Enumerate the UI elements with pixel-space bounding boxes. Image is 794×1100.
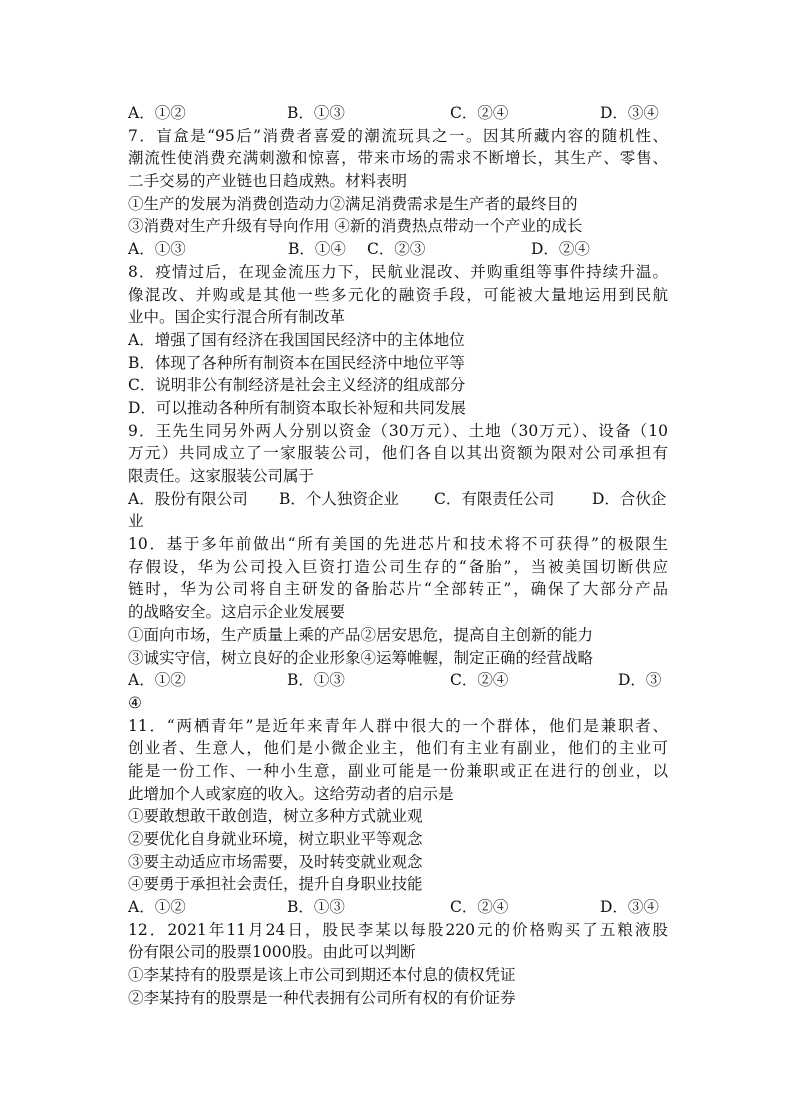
question-12 [128,919,668,1010]
question-8-stem-line: 像混改、并购或是其他一些多元化的融资手段，可能被大量地运用到民航 [128,285,668,304]
question-11-statement: ②要优化自身就业环境，树立职业平等观念 [128,830,423,848]
question-11-stem-line: 能是一份工作、一种小生意，副业可能是一份兼职或正在进行的创业，以 [128,761,668,780]
option-b[interactable]: B．①③ [287,104,345,122]
question-content [128,102,668,1010]
question-7-stem-line: 7．盲盒是“95后”消费者喜爱的潮流玩具之一。因其所藏内容的随机性、 [128,126,668,145]
option-d[interactable]: D．③④ [600,898,659,917]
option-a[interactable]: A．①② [128,671,186,690]
question-10 [128,533,668,715]
option-c[interactable]: C．②④ [450,671,509,690]
question-7 [128,125,668,261]
option-a[interactable]: A．股份有限公司 [128,489,248,508]
question-12-statement: ①李某持有的股票是该上市公司到期还本付息的债权凭证 [128,966,516,985]
question-11-stem-line: 11．“两栖青年”是近年来青年人群中很大的一个群体，他们是兼职者、 [128,716,668,735]
option-c[interactable]: C．说明非公有制经济是社会主义经济的组成部分 [128,376,466,395]
option-d[interactable]: D．③ [618,671,662,690]
question-12-stem-line: 份有限公司的股票1000股。由此可以判断 [128,943,416,962]
question-9-stem-line: 9．王先生同另外两人分别以资金（30万元）、土地（30万元）、设备（10 [128,421,668,440]
question-11-statement: ③要主动适应市场需要，及时转变就业观念 [128,852,423,871]
question-10-stem-line: 链时，华为公司将自主研发的备胎芯片“全部转正”，确保了大部分产品 [128,580,668,599]
question-10-stem-line: 存假设，华为公司投入巨资打造公司生存的“备胎”，当被美国切断供应 [128,557,668,576]
option-b[interactable]: B．个人独资企业 [279,489,399,508]
question-8 [128,261,668,420]
question-7-statement: ③消费对生产升级有导向作用 ④新的消费热点带动一个产业的成长 [128,217,583,236]
option-d[interactable]: D．③④ [600,104,659,122]
question-8-stem-line: 8．疫情过后，在现金流压力下，民航业混改、并购重组等事件持续升温。 [128,262,668,281]
option-d-wrap: 业 [128,512,144,531]
option-a[interactable]: A．①② [128,104,186,122]
option-b[interactable]: B．①③ [287,898,345,917]
option-c[interactable]: C．有限责任公司 [434,489,555,508]
question-7-stem-line: 潮流性使消费充满刺激和惊喜，带来市场的需求不断增长，其生产、零售、 [128,149,668,168]
option-a[interactable]: A．①② [128,898,186,917]
option-d-wrap: ④ [128,693,142,712]
option-a[interactable]: A．增强了国有经济在我国国民经济中的主体地位 [128,330,465,349]
question-9-stem-line: 万元）共同成立了一家服装公司，他们各自以其出资额为限对公司承担有 [128,444,668,463]
question-11-statement: ①要敢想敢干敢创造，树立多种方式就业观 [128,807,423,826]
option-c[interactable]: C．②④ [450,104,509,122]
question-7-options [128,238,668,261]
question-8-stem-line: 业中。国企实行混合所有制改革 [128,308,346,327]
question-11-stem-line: 此增加个人或家庭的收入。这给劳动者的启示是 [128,784,454,803]
question-9-stem-line: 限责任。这家服装公司属于 [128,467,315,485]
question-11 [128,715,668,919]
question-10-statement: ③诚实守信，树立良好的企业形象④运筹帷幄，制定正确的经营战略 [128,648,594,667]
question-9-options [128,488,668,511]
question-7-statement: ①生产的发展为消费创造动力②满足消费需求是生产者的最终目的 [128,194,578,213]
option-row-previous [128,102,668,125]
option-c[interactable]: C．②④ [450,898,509,917]
option-b[interactable]: B．①④ [288,240,346,259]
question-10-options [128,669,668,692]
question-11-options [128,896,668,919]
question-12-statement: ②李某持有的股票是一种代表拥有公司所有权的有价证券 [128,988,516,1007]
question-12-stem-line: 12．2021年11月24日，股民李某以每股220元的价格购买了五粮液股 [128,920,668,939]
question-9 [128,420,668,533]
option-c[interactable]: C．②③ [367,240,426,259]
question-10-stem-line: 10．基于多年前做出“所有美国的先进芯片和技术将不可获得”的极限生 [128,535,668,554]
question-10-stem-line: 的战略安全。这启示企业发展要 [128,603,346,622]
question-7-stem-line: 二手交易的产业链也日趋成熟。材料表明 [128,172,408,191]
question-10-statement: ①面向市场，生产质量上乘的产品②居安思危，提高自主创新的能力 [128,625,594,644]
question-11-statement: ④要勇于承担社会责任，提升自身职业技能 [128,875,423,894]
option-b[interactable]: B．①③ [287,671,345,690]
question-11-stem-line: 创业者、生意人，他们是小微企业主，他们有主业有副业，他们的主业可 [128,739,668,758]
option-d[interactable]: D．可以推动各种所有制资本取长补短和共同发展 [128,398,466,417]
option-a[interactable]: A．①③ [128,240,186,259]
option-b[interactable]: B．体现了各种所有制资本在国民经济中地位平等 [128,353,465,372]
option-d[interactable]: D．②④ [531,240,590,259]
option-d[interactable]: D．合伙企 [592,489,667,508]
